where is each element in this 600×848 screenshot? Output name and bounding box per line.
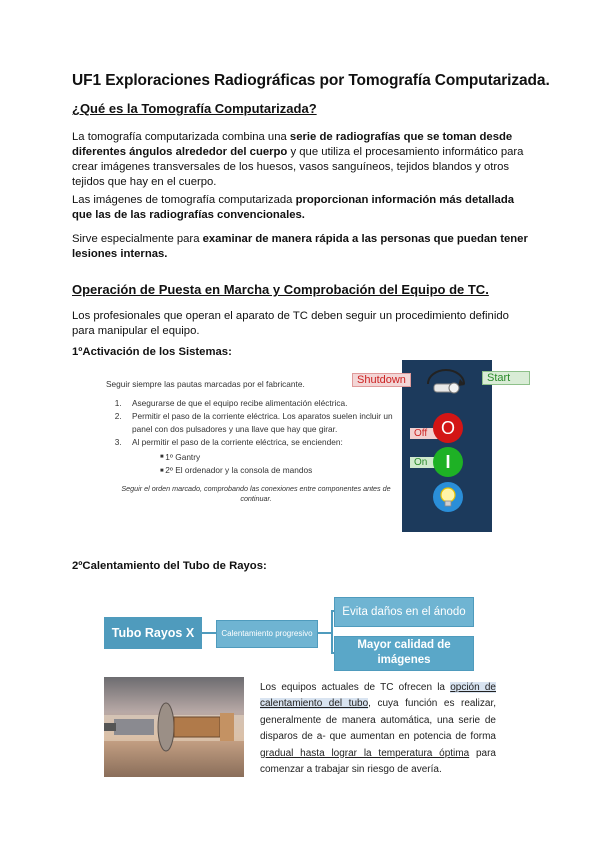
activation-steps	[106, 378, 406, 504]
label-on: On	[410, 457, 442, 468]
label-off: Off	[410, 428, 442, 439]
label-start: Start	[482, 371, 530, 385]
diagram-node-warmup: Calentamiento progresivo	[216, 620, 318, 648]
warmup-description: Los equipos actuales de TC ofrecen la opción de calentamiento del tubo, cuya función es realizar, generalmente de manera automática, una serie de disparos de a- que aumentan en potencia de forma gradual hasta lograr la temperatura óptima para comenzar a trabajar sin riesgo de avería.	[260, 682, 496, 776]
page-title: UF1 Exploraciones Radiográficas por Tomografía Computarizada.	[72, 72, 550, 89]
diagram-connector	[318, 632, 332, 634]
diagram-node-tube: Tubo Rayos X	[104, 617, 202, 649]
activation-substep: ■ 2º El ordenador y la consola de mandos	[152, 464, 406, 477]
off-button[interactable]: O	[433, 413, 463, 443]
activation-step: 2. Permitir el paso de la corriente eléctrica. Los aparatos suelen incluir un panel con dos pulsadores y una llave que hay que girar.	[124, 410, 406, 436]
xray-tube-photo	[104, 677, 244, 777]
label-shutdown: Shutdown	[352, 373, 411, 387]
activation-step: 1. Asegurarse de que el equipo recibe alimentación eléctrica.	[124, 397, 406, 410]
paragraph-operation: Los profesionales que operan el aparato de TC deben seguir un procedimiento definido para manipular el equipo.	[72, 310, 509, 337]
diagram-node-quality: Mayor calidad de imágenes	[334, 636, 474, 671]
activation-note: Seguir el orden marcado, comprobando las conexiones entre componentes antes de continuar.	[121, 483, 391, 503]
paragraph-ct-use: Sirve especialmente para examinar de manera rápida a las personas que puedan tener lesiones internas.	[72, 233, 528, 260]
activation-intro: Seguir siempre las pautas marcadas por el fabricante.	[106, 379, 305, 389]
diagram-connector	[331, 610, 333, 654]
heading-warmup: 2ºCalentamiento del Tubo de Rayos:	[72, 560, 267, 572]
activation-substep: ■ 1º Gantry	[152, 451, 406, 464]
diagram-node-anode: Evita daños en el ánodo	[334, 597, 474, 627]
key-switch-icon	[420, 368, 472, 396]
section-heading-what-is-ct: ¿Qué es la Tomografía Computarizada?	[72, 101, 317, 116]
on-button[interactable]: I	[433, 447, 463, 477]
lightbulb-icon	[433, 482, 463, 512]
paragraph-ct-definition: La tomografía computarizada combina una serie de radiografías que se toman desde diferentes ángulos alrededor del cuerpo y que utiliza el procesamiento informático para crear imágenes transversales de los huesos, vasos sanguíneos, tejidos blandos y otros tejidos que hay en el cuerpo.	[72, 131, 524, 188]
activation-step: 3. Al permitir el paso de la corriente eléctrica, se encienden: ■ 1º Gantry ■ 2º El ordenador y la consola de mandos	[124, 436, 406, 478]
heading-activation: 1ºActivación de los Sistemas:	[72, 346, 232, 358]
diagram-connector	[202, 632, 216, 634]
section-heading-operation: Operación de Puesta en Marcha y Comprobación del Equipo de TC.	[72, 282, 489, 297]
paragraph-ct-detail: Las imágenes de tomografía computarizada proporcionan información más detallada que las de las radiografías convencionales.	[72, 194, 515, 221]
